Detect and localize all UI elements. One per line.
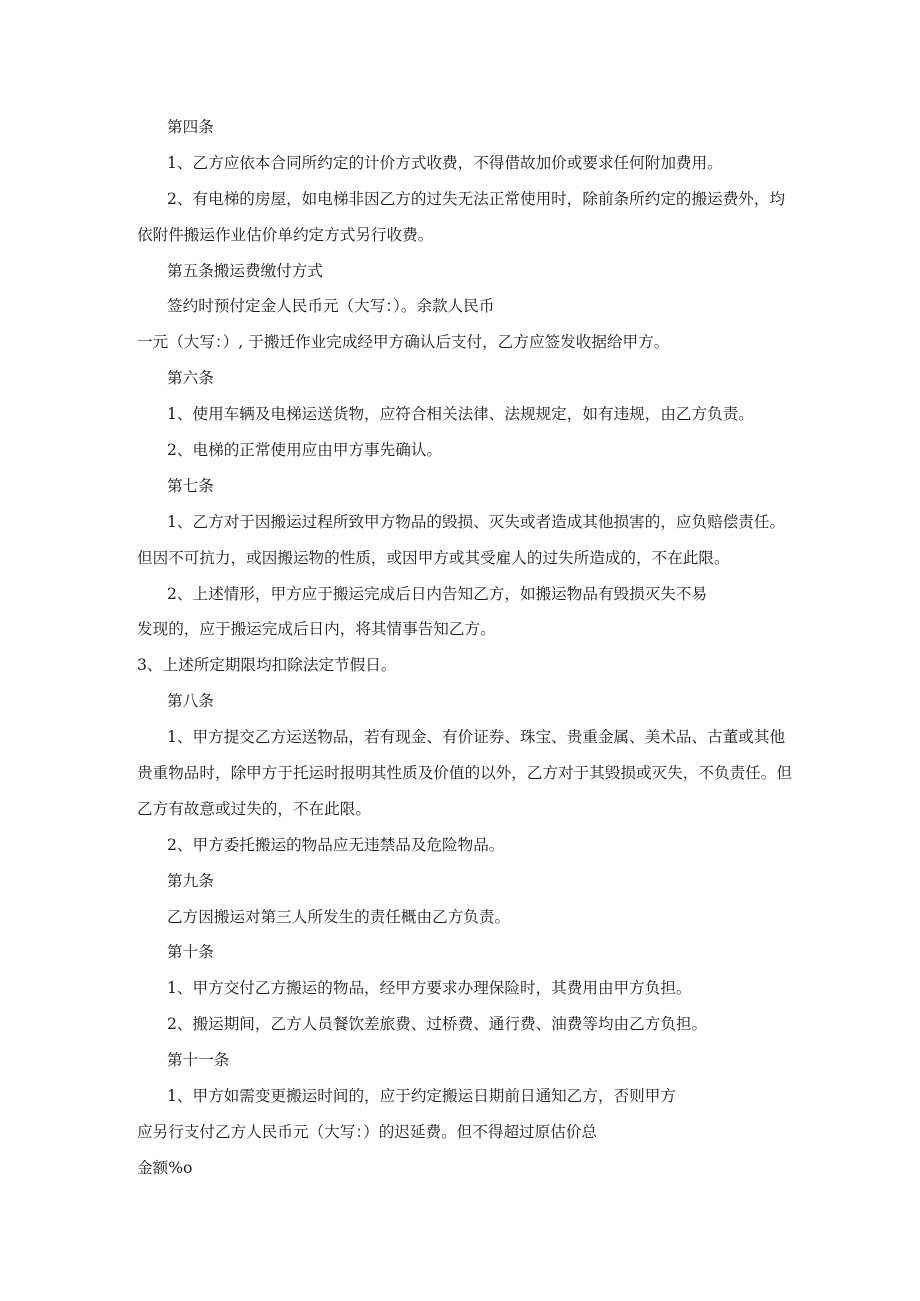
paragraph-line: 贵重物品时，除甲方于托运时报明其性质及价值的以外，乙方对于其毁损或灭失，不负责任。但 [137,764,792,783]
paragraph-line: 1、乙方对于因搬运过程所致甲方物品的毁损、灭失或者造成其他损害的，应负赔偿责任。 [167,512,786,531]
paragraph-line: 一元（大写：）, 于搬迁作业完成经甲方确认后支付，乙方应签发收据给甲方。 [137,333,670,352]
paragraph-line: 依附件搬运作业估价单约定方式另行收费。 [137,225,434,244]
article-heading: 第九条 [167,871,214,890]
article-heading: 第五条搬运费缴付方式 [167,261,323,280]
article-heading: 第四条 [167,118,214,136]
paragraph-line: 但因不可抗力，或因搬运物的性质，或因甲方或其受雇人的过失所造成的，不在此限。 [137,548,730,567]
paragraph-line: 1、乙方应依本合同所约定的计价方式收费，不得借故加价或要求任何附加费用。 [167,153,723,172]
paragraph-line: 乙方因搬运对第三人所发生的责任概由乙方负责。 [167,907,511,926]
paragraph-line: 金额%o [137,1158,193,1177]
article-heading: 第十条 [167,943,214,962]
paragraph-line: 1、甲方提交乙方运送物品，若有现金、有价证券、珠宝、贵重金属、美术品、古董或其他 [167,728,786,747]
paragraph-line: 2、甲方委托搬运的物品应无违禁品及危险物品。 [167,835,505,854]
article-heading: 第六条 [167,369,214,388]
paragraph-line: 2、有电梯的房屋，如电梯非因乙方的过失无法正常使用时，除前条所约定的搬运费外，均 [167,189,786,208]
paragraph-line: 发现的，应于搬运完成后日内，将其情事告知乙方。 [137,620,496,639]
article-heading: 第八条 [167,692,214,711]
paragraph-line: 3、上述所定期限均扣除法定节假日。 [137,656,397,675]
article-heading: 第十一条 [167,1051,230,1070]
paragraph-line: 2、搬运期间，乙方人员餐饮差旅费、过桥费、通行费、油费等均由乙方负担。 [167,1015,708,1034]
paragraph-line: 应另行支付乙方人民币元（大写：）的迟延费。但不得超过原估价总 [137,1122,598,1141]
paragraph-line: 乙方有故意或过失的，不在此限。 [137,799,371,818]
paragraph-line: 2、上述情形，甲方应于搬运完成后日内告知乙方，如搬运物品有毁损灭失不易 [167,584,708,603]
paragraph-line: 1、使用车辆及电梯运送货物，应符合相关法律、法规规定，如有违规，由乙方负责。 [167,405,754,424]
paragraph-line: 2、电梯的正常使用应由甲方事先确认。 [167,441,443,460]
paragraph-line: 签约时预付定金人民币元（大写：）。余款人民币 [167,297,495,316]
article-heading: 第七条 [167,476,214,495]
paragraph-line: 1、甲方交付乙方搬运的物品，经甲方要求办理保险时，其费用由甲方负担。 [167,979,692,998]
paragraph-line: 1、甲方如需变更搬运时间的，应于约定搬运日期前日通知乙方，否则甲方 [167,1087,676,1106]
